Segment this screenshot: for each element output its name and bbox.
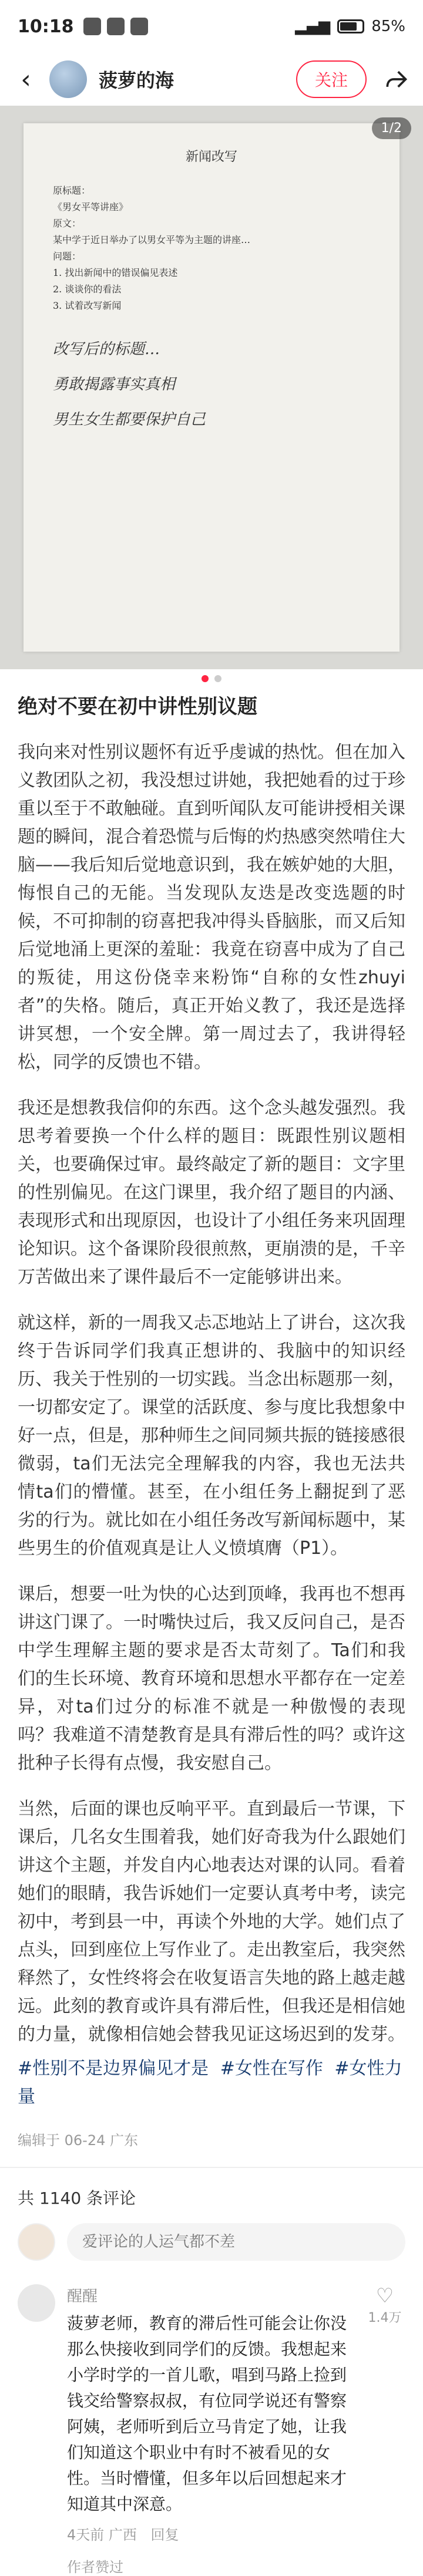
worksheet-photo — [24, 123, 400, 652]
comment-input[interactable] — [67, 2223, 405, 2261]
divider — [0, 2167, 423, 2168]
comment-item — [18, 2284, 405, 2544]
post-image[interactable] — [0, 106, 423, 669]
notification-icon — [130, 18, 148, 35]
post-content — [18, 693, 405, 2576]
image-pager: 1/2 — [372, 117, 411, 139]
comment-time: 4天前 广西 — [67, 2527, 137, 2543]
worksheet-line: 问题： — [53, 251, 82, 262]
carousel-dot[interactable] — [214, 675, 221, 682]
worksheet-line: 原文： — [53, 218, 82, 229]
worksheet-line: 3. 试着改写新闻 — [53, 300, 122, 311]
like-button[interactable] — [364, 2284, 405, 2326]
share-icon[interactable] — [383, 66, 409, 92]
handwriting-line: 男生女生都要保护自己 — [53, 411, 206, 429]
notification-icon — [83, 18, 101, 35]
post-title: 绝对不要在初中讲性别议题 — [18, 695, 257, 719]
signal-icon: ▂▄▆ — [295, 18, 331, 35]
notification-icons — [83, 18, 148, 35]
post-paragraph: 我还是想教我信仰的东西。这个念头越发强烈。我思考着要换一个什么样的题目：既跟性别议题相关，也要确保过审。最终敲定了新的题目：文字里的性别偏见。在这门课里，我介绍了题目的内涵、表现形式和出现原因，也设计了小组任务来巩固理论知识。这个备课阶段很煎熬，更崩溃的是，千辛万苦做出来了课件最后不一定能够讲出来。 — [18, 1098, 405, 1287]
commenter-avatar[interactable] — [18, 2284, 55, 2322]
handwriting — [53, 332, 370, 437]
status-time: 10:18 — [18, 16, 74, 37]
post-paragraph: 课后，想要一吐为快的心达到顶峰，我再也不想再讲这门课了。一时嘴快过后，我又反问自己，是否中学生理解主题的要求是否太苛刻了。Ta们和我们的生长环境、教育环境和思想水平都存在一定差异，对ta们过分的标准不就是一种傲慢的表现吗？我难道不清楚教育是具有滞后性的吗？或许这批种子长得有点慢，我安慰自己。 — [18, 1584, 405, 1773]
author-liked-badge: 作者赞过 — [67, 2559, 123, 2575]
status-right — [295, 18, 405, 35]
worksheet-line: 《男女平等讲座》 — [53, 201, 129, 213]
commenter-name[interactable]: 醒醒 — [67, 2288, 98, 2305]
heart-icon: ♡ — [375, 2284, 394, 2308]
post-header — [0, 53, 423, 106]
user-avatar — [18, 2223, 55, 2261]
battery-icon — [337, 19, 364, 33]
comment-body — [67, 2284, 358, 2544]
post-paragraph: 当然，后面的课也反响平平。直到最后一节课，下课后，几名女生围着我，她们好奇我为什么跟她们讲这个主题，并发自内心地表达对课的认同。看着她们的眼睛，我告诉她们一定要认真考中考，读完初中，考到县一中，再读个外地的大学。她们点了点头，回到座位上写作业了。走出教室后，我突然释然了，女性终将会在收复语言失地的路上越走越远。此刻的教育或许具有滞后性，但我还是相信她的力量，就像相信她会替我见证这场迟到的发芽。 — [18, 1799, 405, 2045]
handwriting-line: 勇敢揭露事实真相 — [53, 376, 176, 393]
carousel-dots — [0, 675, 423, 682]
hashtag[interactable]: #女性力量 — [18, 2058, 402, 2107]
comment-meta — [67, 2523, 358, 2544]
comment-count: 共 1140 条评论 — [18, 2189, 136, 2208]
post-paragraph: 就这样，新的一周我又忐忑地站上了讲台，这次我终于告诉同学们我真正想讲的、我脑中的知识经历、我关于性别的一切实践。当念出标题那一刻，一切都安定了。课堂的活跃度、参与度比我想象中好一点，但是，那种师生之间同频共振的链接感很微弱，ta们无法完全理解我的内容，我也无法共情ta们的懵懂。甚至，在小组任务上翻捉到了恶劣的行为。就比如在小组任务改写新闻标题中，某些男生的价值观真是让人义愤填膺（P1）。 — [18, 1313, 405, 1559]
worksheet-line: 1. 找出新闻中的错误偏见表述 — [53, 267, 178, 278]
back-icon[interactable]: ‹ — [21, 64, 31, 95]
hashtag[interactable]: #女性在写作 — [220, 2058, 323, 2079]
status-bar — [0, 0, 423, 53]
post-paragraph: 我向来对性别议题怀有近乎虔诚的热忱。但在加入义教团队之初，我没想过讲她，我把她看的过于珍重以至于不敢触碰。直到听闻队友可能讲授相关课题的瞬间，混合着恐慌与后悔的灼热感突然啃住大脑——我后知后觉地意识到，我在嫉妒她的大胆，悔恨自己的无能。当发现队友迭是改变选题的时候，不可抑制的窃喜把我冲得头昏脑胀，而又后知后觉地涌上更深的羞耻：我竟在窃喜中成为了自己的叛徒，用这份侥幸来粉饰“自称的女性zhuyi者”的失格。随后，真正开始义教了，我还是选择讲冥想，一个安全牌。第一周过去了，我讲得轻松，同学的反馈也不错。 — [18, 742, 405, 1073]
follow-button[interactable]: 关注 — [296, 60, 367, 98]
handwriting-line: 改写后的标题… — [53, 340, 160, 358]
author-avatar[interactable] — [49, 60, 87, 98]
carousel-dot[interactable] — [202, 675, 209, 682]
comment-input-row — [18, 2223, 405, 2261]
author-name[interactable]: 菠萝的海 — [99, 69, 174, 92]
worksheet-title: 新闻改写 — [185, 150, 237, 164]
worksheet-line: 原标题： — [53, 185, 91, 196]
hashtag[interactable]: #性别不是边界偏见才是 — [18, 2058, 209, 2079]
post-meta: 编辑于 06-24 广东 — [18, 2132, 138, 2149]
worksheet-lines — [53, 183, 370, 314]
comment-text: 菠萝老师，教育的滞后性可能会让你没那么快接收到同学们的反馈。我想起来小学时学的一首儿歌，唱到马路上捡到钱交给警察叔叔，有位同学说还有警察阿姨，老师听到后立马肯定了她，让我们知道这个职业中有时不被看见的女性。当时懵懂，但多年以后回想起来才知道其中深意。 — [67, 2314, 347, 2514]
reply-button[interactable]: 回复 — [150, 2527, 179, 2543]
post-tags — [18, 2055, 405, 2111]
worksheet-line: 2. 谈谈你的看法 — [53, 284, 122, 295]
worksheet-line: 某中学于近日举办了以男女平等为主题的讲座… — [53, 234, 251, 245]
like-count: 1.4万 — [368, 2311, 402, 2325]
battery-level: 85% — [371, 18, 405, 35]
notification-icon — [107, 18, 125, 35]
